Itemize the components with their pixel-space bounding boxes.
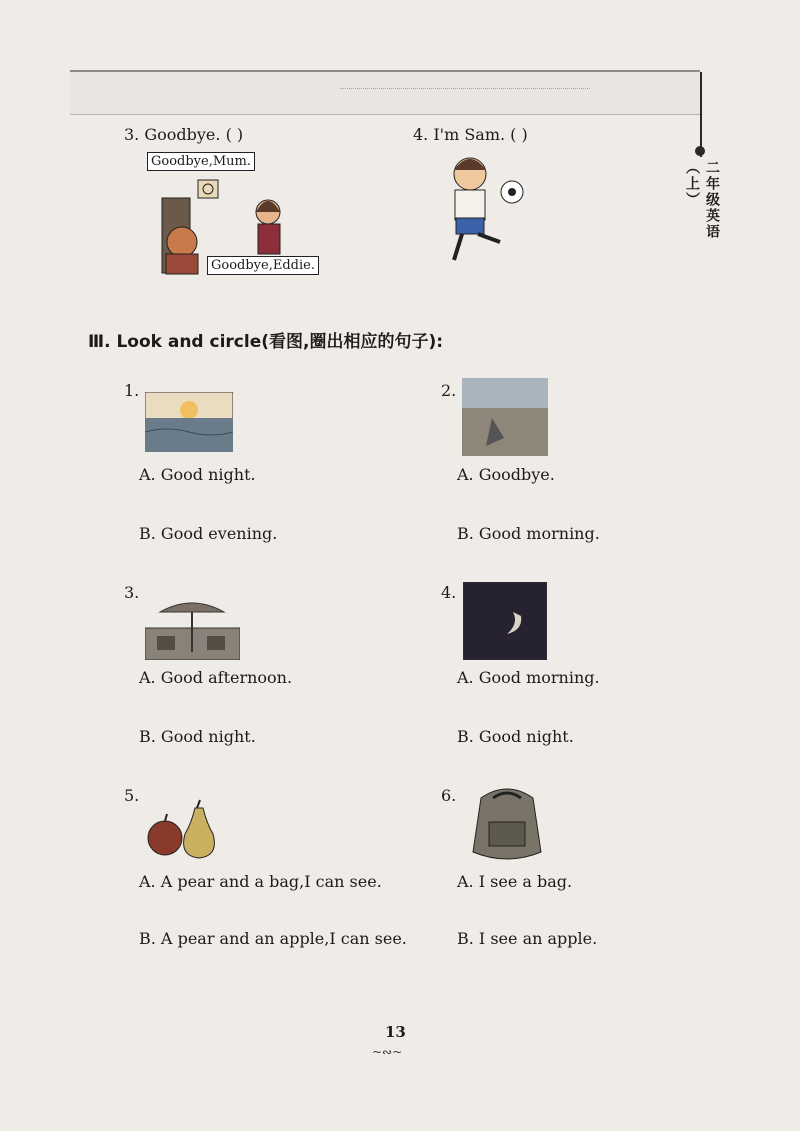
beach-chair-picture xyxy=(462,378,548,456)
q3-option-a[interactable]: A. Good afternoon. xyxy=(139,668,293,687)
q4-number: 4. xyxy=(441,583,457,602)
q5-option-b[interactable]: B. A pear and an apple,I can see. xyxy=(139,929,407,948)
speech-bubble-mum: Goodbye,Mum. xyxy=(147,152,255,171)
header-band xyxy=(70,70,700,115)
soccer-boy-illustration xyxy=(440,152,530,272)
backpack-picture xyxy=(463,782,551,864)
beach-umbrella-picture xyxy=(145,596,240,660)
header-decoration xyxy=(340,88,590,97)
grade-tab xyxy=(682,160,722,260)
q4-option-a[interactable]: A. Good morning. xyxy=(457,668,600,687)
q5-option-a[interactable]: A. A pear and a bag,I can see. xyxy=(139,872,382,891)
q6-option-a[interactable]: A. I see a bag. xyxy=(457,872,573,891)
item-3-goodbye: 3. Goodbye. ( ) xyxy=(124,125,244,144)
q2-number: 2. xyxy=(441,381,457,400)
q3-number: 3. xyxy=(124,583,140,602)
night-moon-picture xyxy=(463,582,547,660)
q2-option-a[interactable]: A. Goodbye. xyxy=(457,465,555,484)
q2-option-b[interactable]: B. Good morning. xyxy=(457,524,600,543)
q1-number: 1. xyxy=(124,381,140,400)
margin-line xyxy=(700,72,702,157)
sunset-sea-picture xyxy=(145,392,233,452)
q5-number: 5. xyxy=(124,786,140,805)
item-4-sam: 4. I'm Sam. ( ) xyxy=(413,125,528,144)
apple-and-pear-picture xyxy=(145,798,220,860)
section-3-title: Ⅲ. Look and circle(看图,圈出相应的句子): xyxy=(88,332,444,352)
page-number: 13 xyxy=(385,1023,406,1041)
q4-option-b[interactable]: B. Good night. xyxy=(457,727,574,746)
q1-option-b[interactable]: B. Good evening. xyxy=(139,524,278,543)
q6-option-b[interactable]: B. I see an apple. xyxy=(457,929,598,948)
page-number-ornament: ~∾~ xyxy=(372,1045,403,1059)
q1-option-a[interactable]: A. Good night. xyxy=(139,465,256,484)
speech-bubble-eddie: Goodbye,Eddie. xyxy=(207,256,319,275)
q3-option-b[interactable]: B. Good night. xyxy=(139,727,256,746)
q6-number: 6. xyxy=(441,786,457,805)
grade-tab-label: 二年级英语（上） xyxy=(684,160,720,240)
margin-dot xyxy=(695,146,705,156)
